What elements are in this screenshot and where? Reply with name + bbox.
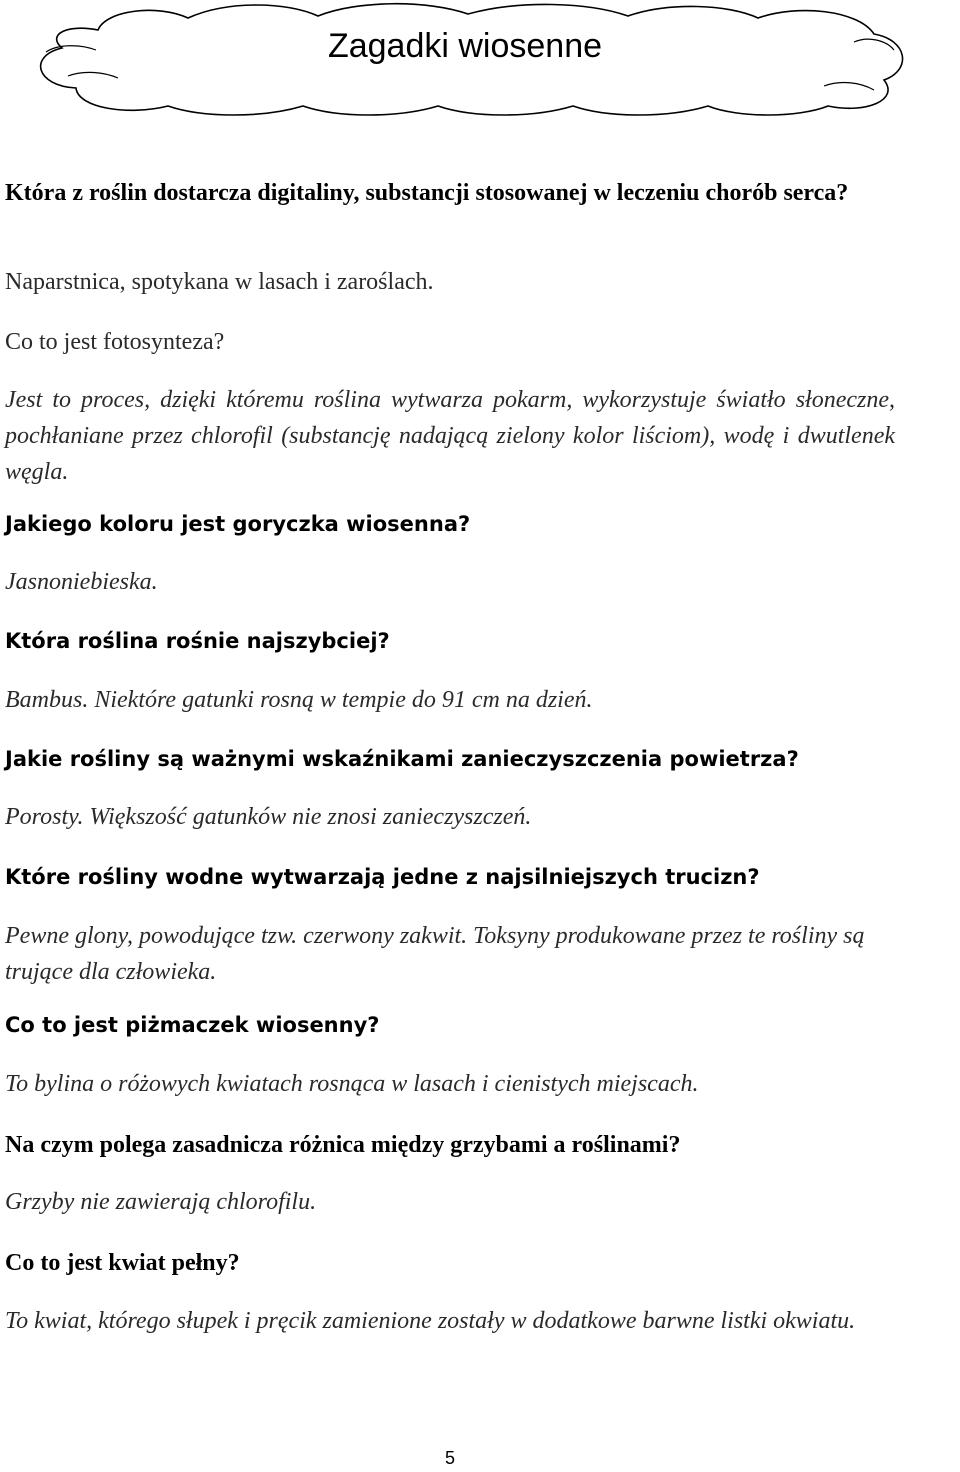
answer-3: Jasnoniebieska. [5,569,158,595]
question-3: Jakiego koloru jest goryczka wiosenna? [5,512,471,536]
answer-5: Porosty. Większość gatunków nie znosi zanieczyszczeń. [5,804,532,830]
question-4: Która roślina rośnie najszybciej? [5,629,390,653]
question-6: Które rośliny wodne wytwarzają jedne z najsilniejszych trucizn? [5,865,760,889]
answer-7: To bylina o różowych kwiatach rosnąca w lasach i cienistych miejscach. [5,1071,699,1097]
answer-6: Pewne glony, powodujące tzw. czerwony zakwit. Toksyny produkowane przez te rośliny są trujące dla człowieka. [5,923,865,985]
answer-8: Grzyby nie zawierają chlorofilu. [5,1189,317,1215]
answer-9: To kwiat, którego słupek i pręcik zamienione zostały w dodatkowe barwne listki okwiatu. [5,1308,856,1334]
answer-1: Naparstnica, spotykana w lasach i zaroślach. [5,269,434,295]
question-7: Co to jest piżmaczek wiosenny? [5,1013,380,1037]
page-title: Zagadki wiosenne [327,27,603,65]
question-9: Co to jest kwiat pełny? [5,1250,240,1276]
question-1: Która z roślin dostarcza digitaliny, substancji stosowanej w leczeniu chorób serca? [5,180,849,206]
question-5: Jakie rośliny są ważnymi wskaźnikami zanieczyszczenia powietrza? [5,747,799,771]
answer-2: Jest to proces, dzięki któremu roślina wytwarza pokarm, wykorzystuje światło słoneczne, pochłaniane przez chlorofil (substancję nadającą zielony kolor liściom), wodę i dwutlenek węgla. [5,387,895,485]
question-2: Co to jest fotosynteza? [5,329,225,355]
question-8: Na czym polega zasadnicza różnica między grzybami a roślinami? [5,1132,681,1158]
page-number: 5 [444,1448,455,1468]
answer-4: Bambus. Niektóre gatunki rosną w tempie do 91 cm na dzień. [5,687,593,713]
